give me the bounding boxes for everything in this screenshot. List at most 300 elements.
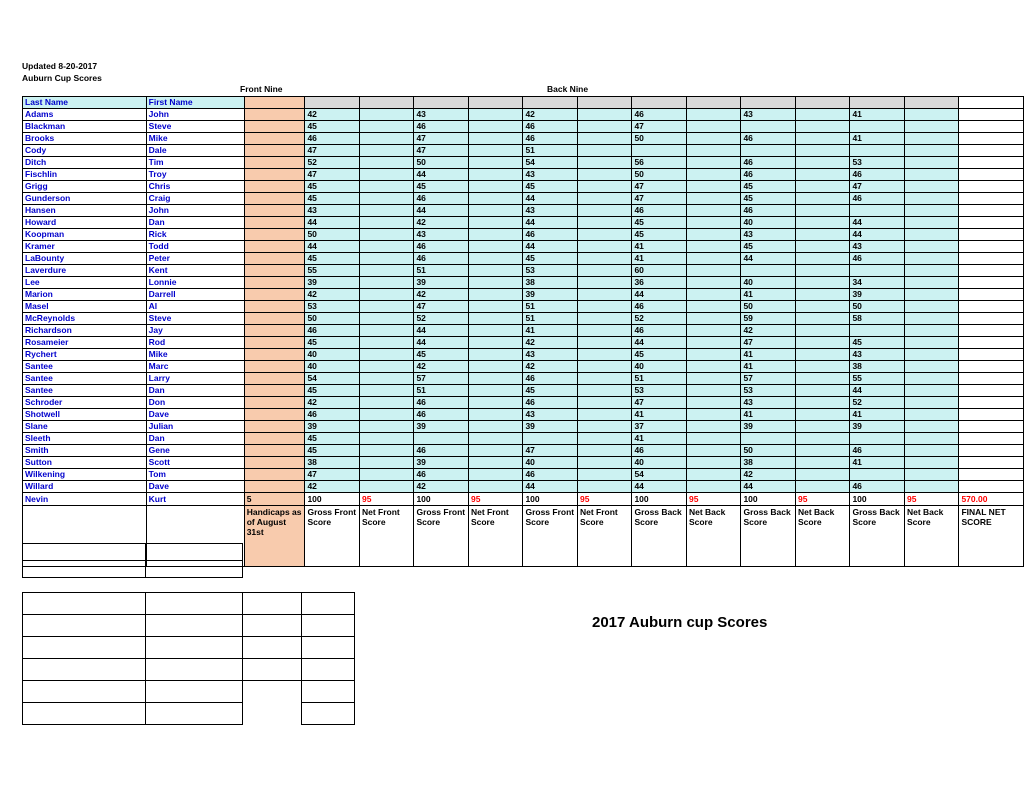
cell-gross-6[interactable] — [850, 469, 905, 481]
cell-last-name[interactable]: Adams — [23, 109, 147, 121]
cell-net-4[interactable] — [686, 337, 740, 349]
cell-gross-6[interactable]: 38 — [850, 361, 905, 373]
cell-gross-3[interactable]: 39 — [523, 289, 578, 301]
cell-net-4[interactable] — [686, 301, 740, 313]
cell-gross-4[interactable]: 40 — [632, 361, 687, 373]
cell-net-6[interactable] — [904, 313, 958, 325]
cell-net-4[interactable] — [686, 481, 740, 493]
cell-handicap[interactable] — [244, 385, 305, 397]
cell-gross-1[interactable]: 46 — [305, 133, 360, 145]
cell-net-3[interactable] — [577, 337, 631, 349]
cell-gross-1[interactable]: 45 — [305, 445, 360, 457]
cell-gross-6[interactable]: 41 — [850, 109, 905, 121]
cell-last-name[interactable]: Fischlin — [23, 169, 147, 181]
cell-gross-3[interactable]: 51 — [523, 301, 578, 313]
cell-net-1[interactable] — [359, 433, 413, 445]
cell[interactable] — [23, 681, 146, 703]
cell-gross-5[interactable]: 40 — [741, 217, 796, 229]
cell-net-6[interactable] — [904, 361, 958, 373]
cell-last-name[interactable]: Lee — [23, 277, 147, 289]
cell-gross-6[interactable]: 43 — [850, 349, 905, 361]
cell-first-name[interactable]: Dan — [146, 217, 244, 229]
cell-gross-2[interactable]: 51 — [414, 265, 469, 277]
cell-net-2[interactable] — [468, 337, 522, 349]
cell-gross-3[interactable]: 42 — [523, 109, 578, 121]
cell-first-name[interactable]: Darrell — [146, 289, 244, 301]
cell-last-name[interactable]: Howard — [23, 217, 147, 229]
cell-last-name[interactable]: Gunderson — [23, 193, 147, 205]
cell-gross-4[interactable]: 56 — [632, 157, 687, 169]
cell-net-4[interactable] — [686, 433, 740, 445]
cell-net-6[interactable] — [904, 217, 958, 229]
cell-net-1[interactable] — [359, 277, 413, 289]
cell-net-3[interactable] — [577, 109, 631, 121]
cell-net-2[interactable] — [468, 421, 522, 433]
cell-handicap[interactable] — [244, 145, 305, 157]
cell-net-2[interactable] — [468, 445, 522, 457]
cell-net-2[interactable] — [468, 361, 522, 373]
cell-net-1[interactable] — [359, 289, 413, 301]
cell-handicap[interactable] — [244, 229, 305, 241]
cell-first-name[interactable]: Troy — [146, 169, 244, 181]
cell-first-name[interactable]: Marc — [146, 361, 244, 373]
cell-net-1[interactable] — [359, 241, 413, 253]
cell-gross-6[interactable]: 55 — [850, 373, 905, 385]
cell-gross-5[interactable] — [741, 121, 796, 133]
cell-net-2[interactable] — [468, 265, 522, 277]
cell-gross-3[interactable]: 41 — [523, 325, 578, 337]
cell-net-5[interactable] — [795, 217, 849, 229]
cell-net-5[interactable] — [795, 361, 849, 373]
cell-net-4[interactable] — [686, 385, 740, 397]
cell-gross-6[interactable]: 46 — [850, 481, 905, 493]
cell-gross-5[interactable]: 46 — [741, 133, 796, 145]
cell-net-3[interactable] — [577, 241, 631, 253]
cell-gross-6[interactable]: 34 — [850, 277, 905, 289]
cell-handicap[interactable] — [244, 457, 305, 469]
cell-last-name[interactable]: Nevin — [23, 493, 147, 506]
cell-gross-2[interactable]: 46 — [414, 193, 469, 205]
cell-net-3[interactable] — [577, 361, 631, 373]
cell-gross-2[interactable]: 39 — [414, 277, 469, 289]
cell-gross-5[interactable]: 43 — [741, 229, 796, 241]
cell-net-5[interactable] — [795, 325, 849, 337]
cell-first-name[interactable]: Jay — [146, 325, 244, 337]
cell[interactable] — [302, 659, 355, 681]
cell-gross-4[interactable]: 44 — [632, 481, 687, 493]
cell-net-3[interactable] — [577, 469, 631, 481]
cell-first-name[interactable]: Lonnie — [146, 277, 244, 289]
cell-gross-2[interactable]: 42 — [414, 217, 469, 229]
cell-gross-6[interactable]: 53 — [850, 157, 905, 169]
cell-final-net[interactable] — [959, 121, 1024, 133]
cell-gross-2[interactable]: 46 — [414, 397, 469, 409]
cell-first-name[interactable]: Steve — [146, 313, 244, 325]
cell-net-6[interactable] — [904, 121, 958, 133]
cell-gross-total-6[interactable]: 100 — [850, 493, 905, 506]
cell-net-3[interactable] — [577, 265, 631, 277]
cell-net-3[interactable] — [577, 277, 631, 289]
cell-handicap[interactable] — [244, 217, 305, 229]
cell-net-5[interactable] — [795, 229, 849, 241]
cell-final-net[interactable] — [959, 277, 1024, 289]
cell-gross-2[interactable]: 46 — [414, 241, 469, 253]
cell-gross-5[interactable]: 46 — [741, 157, 796, 169]
cell-first-name[interactable]: Julian — [146, 421, 244, 433]
cell-net-6[interactable] — [904, 469, 958, 481]
cell-final-net[interactable] — [959, 253, 1024, 265]
cell-last-name[interactable]: Ditch — [23, 157, 147, 169]
cell-gross-3[interactable]: 45 — [523, 253, 578, 265]
cell-first-name[interactable]: Rod — [146, 337, 244, 349]
cell-gross-2[interactable]: 44 — [414, 205, 469, 217]
cell-gross-4[interactable]: 44 — [632, 337, 687, 349]
cell-gross-5[interactable]: 41 — [741, 361, 796, 373]
cell[interactable] — [302, 703, 355, 725]
cell-net-1[interactable] — [359, 157, 413, 169]
cell-first-name[interactable]: Tom — [146, 469, 244, 481]
cell-net-4[interactable] — [686, 457, 740, 469]
cell-gross-5[interactable]: 41 — [741, 409, 796, 421]
cell-gross-2[interactable]: 46 — [414, 469, 469, 481]
cell-net-6[interactable] — [904, 325, 958, 337]
cell-gross-6[interactable]: 44 — [850, 229, 905, 241]
cell-net-1[interactable] — [359, 145, 413, 157]
cell-net-1[interactable] — [359, 109, 413, 121]
cell-net-2[interactable] — [468, 373, 522, 385]
cell-net-3[interactable] — [577, 445, 631, 457]
cell-gross-2[interactable]: 39 — [414, 457, 469, 469]
cell-gross-6[interactable]: 39 — [850, 421, 905, 433]
cell-net-1[interactable] — [359, 205, 413, 217]
cell-net-1[interactable] — [359, 313, 413, 325]
cell-net-1[interactable] — [359, 121, 413, 133]
cell-net-2[interactable] — [468, 385, 522, 397]
cell-net-5[interactable] — [795, 253, 849, 265]
cell-gross-5[interactable]: 57 — [741, 373, 796, 385]
cell-gross-4[interactable] — [632, 145, 687, 157]
cell-net-5[interactable] — [795, 397, 849, 409]
cell-gross-4[interactable]: 40 — [632, 457, 687, 469]
cell-handicap[interactable] — [244, 277, 305, 289]
cell-gross-3[interactable]: 46 — [523, 469, 578, 481]
cell-last-name[interactable]: Marion — [23, 289, 147, 301]
cell-net-2[interactable] — [468, 289, 522, 301]
cell-net-1[interactable] — [359, 361, 413, 373]
cell-gross-5[interactable]: 45 — [741, 193, 796, 205]
cell-gross-6[interactable] — [850, 205, 905, 217]
cell-net-2[interactable] — [468, 121, 522, 133]
cell-net-4[interactable] — [686, 349, 740, 361]
cell-handicap[interactable] — [244, 397, 305, 409]
cell-gross-6[interactable] — [850, 433, 905, 445]
cell-handicap[interactable]: 5 — [244, 493, 305, 506]
cell-gross-5[interactable]: 59 — [741, 313, 796, 325]
cell-last-name[interactable]: McReynolds — [23, 313, 147, 325]
cell-gross-4[interactable]: 44 — [632, 289, 687, 301]
cell-gross-2[interactable]: 46 — [414, 121, 469, 133]
cell-net-6[interactable] — [904, 409, 958, 421]
cell[interactable] — [302, 615, 355, 637]
cell-net-5[interactable] — [795, 349, 849, 361]
cell-gross-1[interactable]: 40 — [305, 361, 360, 373]
cell-first-name[interactable]: Scott — [146, 457, 244, 469]
cell-first-name[interactable]: Dan — [146, 433, 244, 445]
cell-net-5[interactable] — [795, 241, 849, 253]
cell-net-4[interactable] — [686, 361, 740, 373]
cell-net-4[interactable] — [686, 169, 740, 181]
cell[interactable] — [146, 561, 243, 578]
cell-final-net[interactable] — [959, 133, 1024, 145]
cell-gross-4[interactable]: 36 — [632, 277, 687, 289]
cell[interactable] — [23, 593, 146, 615]
cell-handicap[interactable] — [244, 121, 305, 133]
cell-gross-2[interactable]: 43 — [414, 229, 469, 241]
cell-gross-4[interactable]: 46 — [632, 109, 687, 121]
cell-first-name[interactable]: Steve — [146, 121, 244, 133]
cell-net-2[interactable] — [468, 397, 522, 409]
cell-handicap[interactable] — [244, 349, 305, 361]
cell-gross-4[interactable]: 46 — [632, 325, 687, 337]
cell-final-net[interactable] — [959, 397, 1024, 409]
cell-net-6[interactable] — [904, 385, 958, 397]
cell-net-4[interactable] — [686, 445, 740, 457]
cell-gross-2[interactable]: 45 — [414, 349, 469, 361]
cell-net-3[interactable] — [577, 205, 631, 217]
cell-last-name[interactable]: Slane — [23, 421, 147, 433]
cell-gross-3[interactable]: 51 — [523, 145, 578, 157]
cell-gross-1[interactable]: 45 — [305, 253, 360, 265]
cell-gross-3[interactable]: 54 — [523, 157, 578, 169]
cell-gross-5[interactable] — [741, 433, 796, 445]
cell-net-6[interactable] — [904, 421, 958, 433]
cell-gross-2[interactable]: 52 — [414, 313, 469, 325]
cell-net-1[interactable] — [359, 325, 413, 337]
cell-net-4[interactable] — [686, 421, 740, 433]
cell-net-5[interactable] — [795, 469, 849, 481]
cell-gross-2[interactable]: 44 — [414, 325, 469, 337]
cell-handicap[interactable] — [244, 157, 305, 169]
cell-net-total-3[interactable]: 95 — [577, 493, 631, 506]
cell-last-name[interactable]: Laverdure — [23, 265, 147, 277]
cell-net-2[interactable] — [468, 481, 522, 493]
cell-net-5[interactable] — [795, 205, 849, 217]
cell-gross-4[interactable]: 41 — [632, 241, 687, 253]
header-first-name[interactable]: First Name — [146, 97, 244, 109]
cell-gross-4[interactable]: 51 — [632, 373, 687, 385]
cell-net-1[interactable] — [359, 337, 413, 349]
cell-first-name[interactable]: Kurt — [146, 493, 244, 506]
cell-final-net[interactable] — [959, 229, 1024, 241]
cell-gross-3[interactable]: 42 — [523, 337, 578, 349]
cell-gross-3[interactable]: 46 — [523, 121, 578, 133]
cell-gross-3[interactable]: 46 — [523, 397, 578, 409]
cell-net-6[interactable] — [904, 169, 958, 181]
cell-gross-1[interactable]: 45 — [305, 193, 360, 205]
cell-first-name[interactable]: Todd — [146, 241, 244, 253]
cell-net-6[interactable] — [904, 229, 958, 241]
cell-final-net[interactable] — [959, 481, 1024, 493]
cell-gross-3[interactable]: 43 — [523, 349, 578, 361]
cell-net-3[interactable] — [577, 253, 631, 265]
cell-net-3[interactable] — [577, 121, 631, 133]
cell-gross-4[interactable]: 46 — [632, 301, 687, 313]
cell-net-2[interactable] — [468, 241, 522, 253]
cell-gross-6[interactable]: 41 — [850, 133, 905, 145]
cell-gross-1[interactable]: 38 — [305, 457, 360, 469]
cell-gross-3[interactable]: 43 — [523, 169, 578, 181]
cell-first-name[interactable]: Mike — [146, 349, 244, 361]
cell-final-net[interactable] — [959, 265, 1024, 277]
cell-gross-6[interactable] — [850, 145, 905, 157]
cell-final-net[interactable] — [959, 289, 1024, 301]
cell-first-name[interactable]: Gene — [146, 445, 244, 457]
cell-gross-2[interactable]: 44 — [414, 169, 469, 181]
cell-net-5[interactable] — [795, 157, 849, 169]
cell-net-2[interactable] — [468, 469, 522, 481]
cell-gross-5[interactable]: 42 — [741, 469, 796, 481]
cell-last-name[interactable]: Grigg — [23, 181, 147, 193]
cell-net-4[interactable] — [686, 109, 740, 121]
cell-gross-total-2[interactable]: 100 — [414, 493, 469, 506]
cell-gross-4[interactable]: 47 — [632, 181, 687, 193]
cell-net-5[interactable] — [795, 277, 849, 289]
cell-gross-4[interactable]: 47 — [632, 193, 687, 205]
cell-handicap[interactable] — [244, 241, 305, 253]
cell-net-total-4[interactable]: 95 — [686, 493, 740, 506]
cell-gross-1[interactable]: 42 — [305, 289, 360, 301]
cell-final-net[interactable] — [959, 421, 1024, 433]
cell-net-4[interactable] — [686, 205, 740, 217]
cell-net-1[interactable] — [359, 481, 413, 493]
cell-gross-3[interactable]: 47 — [523, 445, 578, 457]
cell-net-4[interactable] — [686, 193, 740, 205]
cell-final-net[interactable] — [959, 457, 1024, 469]
cell-handicap[interactable] — [244, 133, 305, 145]
cell-gross-1[interactable]: 52 — [305, 157, 360, 169]
cell-gross-1[interactable]: 47 — [305, 469, 360, 481]
cell-net-4[interactable] — [686, 313, 740, 325]
cell-handicap[interactable] — [244, 337, 305, 349]
cell-gross-3[interactable]: 46 — [523, 373, 578, 385]
cell[interactable] — [146, 659, 243, 681]
cell-gross-4[interactable]: 53 — [632, 385, 687, 397]
cell-gross-2[interactable]: 39 — [414, 421, 469, 433]
cell-last-name[interactable]: Santee — [23, 385, 147, 397]
cell-gross-1[interactable]: 45 — [305, 181, 360, 193]
cell-gross-3[interactable]: 39 — [523, 421, 578, 433]
cell-final-net[interactable] — [959, 373, 1024, 385]
cell-gross-6[interactable]: 43 — [850, 241, 905, 253]
cell-last-name[interactable]: Santee — [23, 361, 147, 373]
cell-gross-1[interactable]: 46 — [305, 325, 360, 337]
cell-last-name[interactable]: Blackman — [23, 121, 147, 133]
cell-gross-1[interactable]: 45 — [305, 385, 360, 397]
cell-net-5[interactable] — [795, 265, 849, 277]
cell-gross-4[interactable]: 45 — [632, 229, 687, 241]
cell-net-4[interactable] — [686, 325, 740, 337]
cell-final-net[interactable] — [959, 241, 1024, 253]
cell-net-4[interactable] — [686, 217, 740, 229]
cell[interactable] — [243, 637, 302, 659]
cell-final-net[interactable] — [959, 109, 1024, 121]
cell-gross-3[interactable]: 43 — [523, 205, 578, 217]
cell-gross-5[interactable]: 50 — [741, 301, 796, 313]
cell-gross-5[interactable]: 40 — [741, 277, 796, 289]
cell-net-3[interactable] — [577, 157, 631, 169]
cell-net-1[interactable] — [359, 133, 413, 145]
cell-gross-3[interactable]: 42 — [523, 361, 578, 373]
cell-net-1[interactable] — [359, 229, 413, 241]
cell-gross-2[interactable]: 47 — [414, 301, 469, 313]
cell-final-net[interactable] — [959, 169, 1024, 181]
cell-last-name[interactable]: Wilkening — [23, 469, 147, 481]
cell-gross-3[interactable]: 46 — [523, 229, 578, 241]
cell-gross-5[interactable]: 39 — [741, 421, 796, 433]
cell-gross-6[interactable]: 45 — [850, 337, 905, 349]
cell-net-1[interactable] — [359, 397, 413, 409]
cell-last-name[interactable]: Kramer — [23, 241, 147, 253]
cell-net-6[interactable] — [904, 301, 958, 313]
cell-net-5[interactable] — [795, 133, 849, 145]
cell[interactable] — [243, 593, 302, 615]
cell-handicap[interactable] — [244, 253, 305, 265]
cell-handicap[interactable] — [244, 109, 305, 121]
cell-net-3[interactable] — [577, 421, 631, 433]
cell-net-2[interactable] — [468, 457, 522, 469]
cell-gross-1[interactable]: 45 — [305, 433, 360, 445]
cell-gross-5[interactable]: 53 — [741, 385, 796, 397]
cell-final-net[interactable] — [959, 205, 1024, 217]
cell-gross-1[interactable]: 54 — [305, 373, 360, 385]
cell-net-5[interactable] — [795, 433, 849, 445]
cell-gross-5[interactable]: 45 — [741, 241, 796, 253]
cell-handicap[interactable] — [244, 325, 305, 337]
cell-net-4[interactable] — [686, 241, 740, 253]
cell-gross-1[interactable]: 43 — [305, 205, 360, 217]
cell-gross-6[interactable]: 46 — [850, 253, 905, 265]
cell-net-total-1[interactable]: 95 — [359, 493, 413, 506]
cell-net-4[interactable] — [686, 181, 740, 193]
cell-net-1[interactable] — [359, 385, 413, 397]
cell-net-5[interactable] — [795, 301, 849, 313]
cell-handicap[interactable] — [244, 313, 305, 325]
cell-net-5[interactable] — [795, 457, 849, 469]
cell-gross-6[interactable]: 41 — [850, 457, 905, 469]
cell-net-2[interactable] — [468, 169, 522, 181]
cell-net-4[interactable] — [686, 289, 740, 301]
cell-net-total-6[interactable]: 95 — [904, 493, 958, 506]
cell-gross-3[interactable] — [523, 433, 578, 445]
cell-gross-3[interactable]: 44 — [523, 193, 578, 205]
cell-gross-5[interactable]: 41 — [741, 289, 796, 301]
cell-handicap[interactable] — [244, 301, 305, 313]
cell-gross-5[interactable]: 47 — [741, 337, 796, 349]
cell-gross-2[interactable]: 45 — [414, 181, 469, 193]
cell[interactable] — [146, 593, 243, 615]
cell[interactable] — [302, 681, 355, 703]
cell-gross-5[interactable]: 44 — [741, 253, 796, 265]
cell-final-net[interactable] — [959, 433, 1024, 445]
cell-gross-6[interactable]: 58 — [850, 313, 905, 325]
cell-gross-2[interactable]: 46 — [414, 409, 469, 421]
cell-net-4[interactable] — [686, 157, 740, 169]
cell-net-2[interactable] — [468, 253, 522, 265]
cell-net-3[interactable] — [577, 385, 631, 397]
cell-gross-3[interactable]: 44 — [523, 217, 578, 229]
cell-net-3[interactable] — [577, 349, 631, 361]
cell-net-2[interactable] — [468, 433, 522, 445]
